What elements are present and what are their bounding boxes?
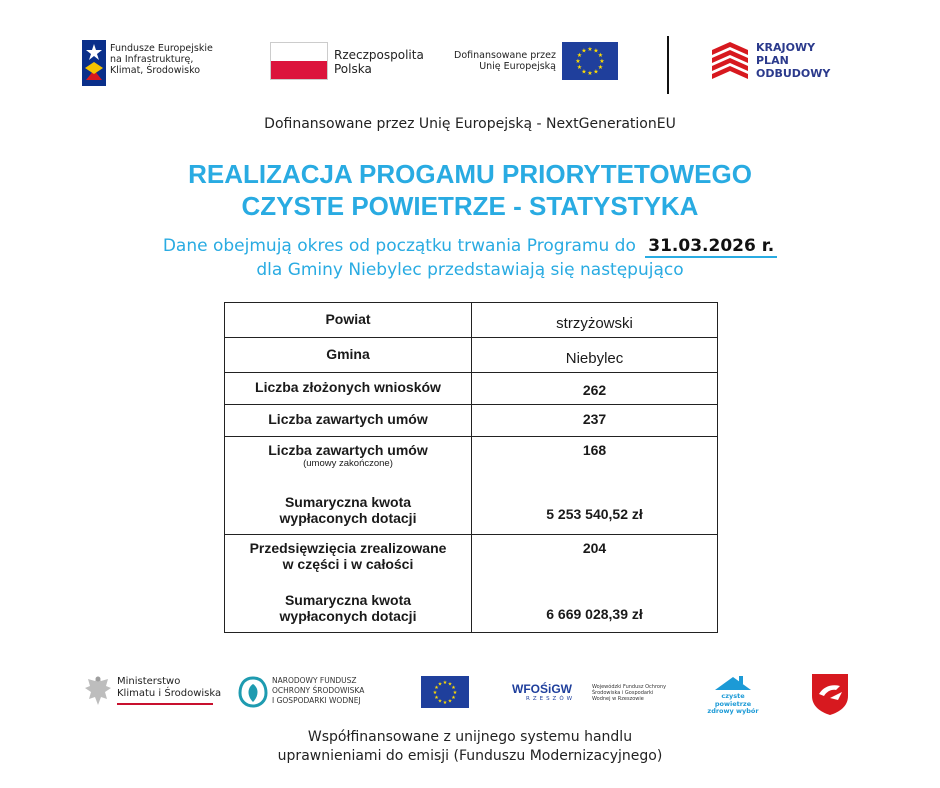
umowy-value-cell	[472, 405, 718, 437]
kwota2-label-block	[225, 592, 471, 624]
report-date: 31.03.2026 r.	[645, 236, 777, 258]
eu-flag-icon	[562, 42, 618, 80]
svg-text:★: ★	[581, 68, 587, 76]
przedsiewziecia-value-cell	[472, 535, 718, 633]
umowy-value: 237	[582, 411, 607, 427]
svg-text:★: ★	[597, 64, 604, 71]
umowy-zak-value-cell	[472, 437, 718, 535]
wnioski-label-cell	[225, 373, 472, 405]
przedsiewziecia-label-cell	[225, 535, 472, 633]
nfosigw-emblem-icon	[238, 676, 268, 708]
footer-line-1: Współfinansowane z unijnego systemu handlu	[307, 729, 633, 745]
ue-line-1: Dofinansowane przez	[454, 50, 556, 61]
cp-line-1: czyste powietrze	[714, 692, 752, 708]
ue-line-2: Unię Europejską	[479, 61, 556, 72]
svg-text:★: ★	[452, 690, 458, 696]
svg-text:★: ★	[587, 46, 593, 53]
wfos-sub-line-3: Wodnej w Rzeszowie	[592, 696, 644, 702]
intro-text	[0, 234, 940, 282]
table-row-umowy	[225, 405, 718, 437]
footer-text	[0, 728, 940, 766]
svg-text:★: ★	[442, 700, 448, 706]
statistics-table	[224, 302, 718, 633]
title-line-2: CZYSTE POWIETRZE - STATYSTYKA	[241, 191, 699, 221]
svg-text:★: ★	[437, 698, 443, 705]
nfos-line-3: I GOSPODARKI WODNEJ	[272, 696, 361, 705]
svg-text:★: ★	[576, 52, 583, 59]
mkis-line-1: Ministerstwo	[117, 676, 181, 687]
wfosigw-rzeszow-logo	[512, 682, 667, 708]
logo-separator	[667, 36, 669, 94]
kwota1-label-block	[225, 494, 471, 526]
intro-line-1-text: Dane obejmują okres od początku trwania Programu do	[162, 236, 636, 256]
polish-eagle-icon	[84, 674, 112, 708]
wnioski-label: Liczba złożonych wniosków	[255, 379, 441, 395]
rp-line-1: Rzeczpospolita	[334, 48, 424, 62]
przedsiewziecia-label-line-2: w części i w całości	[282, 556, 414, 572]
intro-line-1	[0, 234, 940, 258]
kpo-logo-text	[756, 41, 830, 80]
svg-text:★: ★	[432, 690, 438, 696]
przedsiewziecia-label-line-1: Przedsięwzięcia zrealizowane	[249, 540, 447, 556]
powiat-value: strzyżowski	[556, 315, 633, 332]
nfos-logo-text	[272, 676, 364, 706]
table-row-powiat	[225, 303, 718, 338]
umowy-zak-value: 168	[582, 442, 607, 458]
ue-cofinanced-logo	[450, 42, 620, 82]
kwota2-label-line-2: wypłaconych dotacji	[279, 608, 417, 624]
gmina-value-cell	[472, 338, 718, 373]
wfos-city-text: RZESZÓW	[526, 696, 576, 702]
rp-line-2: Polska	[334, 62, 372, 76]
nfos-line-1: NARODOWY FUNDUSZ	[272, 676, 357, 685]
powiat-label-cell	[225, 303, 472, 338]
fe-logo-text	[110, 43, 213, 76]
kwota1-label-line-2: wypłaconych dotacji	[279, 510, 417, 526]
mkis-line-2: Klimatu i Środowiska	[117, 688, 222, 699]
svg-text:★: ★	[447, 698, 453, 705]
wnioski-value: 262	[582, 382, 607, 398]
svg-text:★: ★	[593, 47, 599, 55]
table-row-wnioski	[225, 373, 718, 405]
table-row-przedsiewziecia	[225, 535, 718, 633]
kpo-line-1: KRAJOWY	[756, 41, 816, 54]
mkis-logo-text	[117, 676, 221, 700]
ue-logo-text	[450, 50, 556, 72]
nfos-line-2: OCHRONY ŚRODOWISKA	[272, 686, 365, 695]
rp-logo-text	[334, 48, 424, 76]
kwota2-value: 6 669 028,39 zł	[546, 606, 643, 622]
krajowy-plan-odbudowy-logo	[712, 40, 852, 84]
svg-text:★: ★	[587, 70, 593, 77]
eu-flag-small-icon	[421, 676, 469, 708]
kwota1-value: 5 253 540,52 zł	[546, 506, 643, 522]
svg-text:★: ★	[434, 685, 439, 691]
svg-text:★: ★	[451, 685, 456, 691]
umowy-zak-label-cell	[225, 437, 472, 535]
page-title	[0, 158, 940, 222]
svg-text:★: ★	[593, 68, 599, 76]
house-icon	[713, 674, 753, 692]
svg-text:★: ★	[575, 58, 581, 65]
mkis-red-line	[117, 703, 213, 705]
wfos-main-text: WFOŚiGW	[512, 682, 572, 696]
fe-line-3: Klimat, Środowisko	[110, 65, 201, 76]
polish-flag-icon	[270, 42, 328, 80]
nfosigw-logo	[238, 676, 378, 716]
umowy-zak-label-block	[225, 442, 471, 469]
gmina-label: Gmina	[326, 346, 370, 362]
title-line-1: REALIZACJA PROGAMU PRIORYTETOWEGO	[188, 159, 752, 189]
fe-line-2: na Infrastrukturę,	[110, 54, 194, 65]
cp-line-2: zdrowy wybór	[707, 707, 759, 715]
table-row-umowy-zakonczone	[225, 437, 718, 535]
umowy-zak-note: (umowy zakończone)	[303, 458, 393, 469]
wfos-sub-text	[592, 684, 666, 702]
czyste-powietrze-logo	[705, 674, 761, 715]
svg-text:★: ★	[442, 680, 448, 686]
svg-text:★: ★	[576, 64, 583, 71]
subtitle: Dofinansowane przez Unię Europejską - NextGenerationEU	[264, 116, 676, 132]
umowy-label: Liczba zawartych umów	[268, 411, 428, 427]
fe-flag-icon	[82, 40, 106, 86]
gmina-label-cell	[225, 338, 472, 373]
ministerstwo-klimatu-logo	[84, 672, 222, 712]
wnioski-value-cell	[472, 373, 718, 405]
footer-line-2: uprawnieniami do emisji (Funduszu Modernizacyjnego)	[277, 748, 663, 764]
kpo-line-2: PLAN	[756, 54, 789, 67]
cp-logo-text	[705, 693, 761, 716]
gmina-coat-of-arms-icon	[810, 672, 850, 716]
intro-line-2: dla Gminy Niebylec przedstawiają się następująco	[256, 260, 684, 280]
kwota2-label-line-1: Sumaryczna kwota	[284, 592, 412, 608]
kwota1-label-line-1: Sumaryczna kwota	[284, 494, 412, 510]
svg-text:★: ★	[447, 681, 453, 688]
wfos-sub-line-1: Wojewódzki Fundusz Ochrony	[592, 684, 667, 690]
umowy-zak-label: Liczba zawartych umów	[268, 442, 428, 458]
rzeczpospolita-polska-logo	[270, 42, 440, 82]
svg-text:★: ★	[599, 58, 605, 65]
kpo-bars-icon	[712, 42, 748, 80]
przedsiewziecia-value: 204	[582, 540, 607, 556]
kpo-line-3: ODBUDOWY	[756, 67, 831, 80]
przedsiewziecia-label-block	[225, 540, 471, 572]
fe-line-1: Fundusze Europejskie	[110, 43, 213, 54]
svg-text:★: ★	[434, 695, 439, 701]
wfos-sub-line-2: Środowiska i Gospodarki	[592, 690, 654, 696]
svg-text:★: ★	[581, 47, 587, 55]
umowy-label-cell	[225, 405, 472, 437]
svg-text:★: ★	[451, 695, 456, 701]
powiat-label: Powiat	[325, 311, 371, 327]
gmina-value: Niebylec	[565, 350, 624, 367]
table-row-gmina	[225, 338, 718, 373]
powiat-value-cell	[472, 303, 718, 338]
fundusze-europejskie-logo	[82, 40, 222, 86]
svg-text:★: ★	[597, 52, 604, 59]
svg-text:★: ★	[437, 681, 443, 688]
